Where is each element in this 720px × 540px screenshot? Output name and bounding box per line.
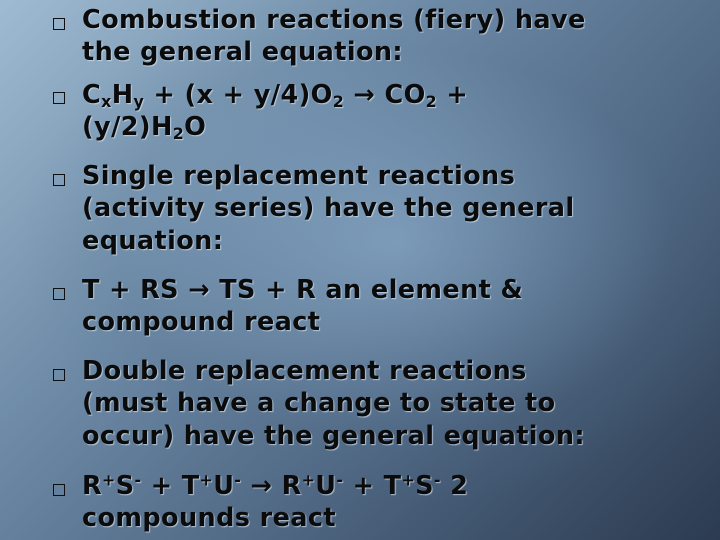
bullet-item-single-replacement xyxy=(82,160,714,257)
bullet-square-icon xyxy=(53,174,65,186)
bullet-square-icon xyxy=(53,18,65,30)
bullet-line: T + RS → TS + R an element & xyxy=(82,275,524,305)
equation-line: R+S- + T+U- → R+U- + T+S- 2 xyxy=(82,470,469,501)
bullet-line: compounds react xyxy=(82,503,336,534)
bullet-line: occur) have the general equation: xyxy=(82,420,585,451)
bullet-square-icon xyxy=(53,484,65,496)
bullet-line: compound react xyxy=(82,307,321,338)
equation-line: $C_xH_y + (x + y/4)O_2 \to CO_2$ + xyxy=(82,80,469,111)
bullet-line: Double replacement reactions xyxy=(82,356,527,386)
bullet-item-double-replacement-equation xyxy=(82,470,714,535)
bullet-item-single-replacement-equation xyxy=(82,274,714,339)
bullet-line: Combustion reactions (fiery) have xyxy=(82,5,586,35)
bullet-square-icon xyxy=(53,288,65,300)
equation-line: $(y/2)H_2O$ xyxy=(82,112,207,144)
bullet-item-double-replacement xyxy=(82,355,714,452)
bullet-line: (must have a change to state to xyxy=(82,388,556,419)
bullet-item-combustion-equation xyxy=(82,79,714,144)
bullet-square-icon xyxy=(53,369,65,381)
bullet-item-combustion xyxy=(82,4,714,69)
bullet-line: equation: xyxy=(82,225,224,256)
bullet-line: Single replacement reactions xyxy=(82,161,516,191)
bullet-line: the general equation: xyxy=(82,37,404,68)
bullet-line: (activity series) have the general xyxy=(82,193,575,224)
bullet-square-icon xyxy=(53,92,65,104)
